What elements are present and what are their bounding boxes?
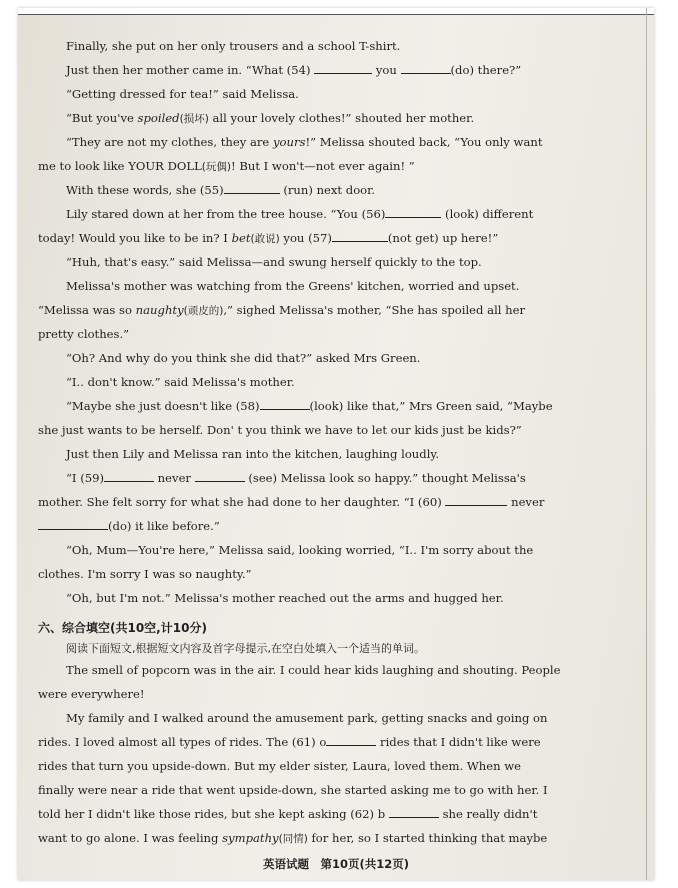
p2-line-q61: rides. I loved almost all types of rides. The (61) o rides that I didn't like were (38, 735, 541, 749)
blank-58[interactable] (260, 398, 310, 410)
line-q54: Just then her mother came in. “What (54) you (do) there?” (66, 63, 522, 77)
p2-line-5: rides that turn you upside-down. But my elder sister, Laura, loved them. When we (38, 759, 522, 773)
page-footer: 英语试题 第10页(共12页) (262, 857, 410, 871)
p2-line-3: My family and I walked around the amusement park, getting snacks and going on (66, 711, 548, 725)
line-15: “I.. don't know.” said Melissa's mother. (66, 375, 295, 389)
line-1: Finally, she put on her only trousers and a school T-shirt. (66, 39, 401, 53)
blank-55[interactable] (224, 182, 280, 194)
blank-60b[interactable] (38, 518, 108, 530)
p2-line-6: finally were near a ride that went upside-down, she started asking me to go with her. I (38, 783, 548, 797)
line-10: “Huh, that's easy.” said Melissa—and swung herself quickly to the top. (66, 255, 482, 269)
blank-54b[interactable] (401, 62, 451, 74)
line-23: clothes. I'm sorry I was so naughty.” (38, 567, 252, 581)
blank-56[interactable] (385, 206, 441, 218)
section-title: 六、综合填空(共10空,计10分) (38, 621, 207, 635)
line-14: “Oh? And why do you think she did that?” asked Mrs Green. (66, 351, 421, 365)
line-17: she just wants to be herself. Don' t you think we have to let our kids just be kids?” (38, 423, 522, 437)
line-22: “Oh, Mum—You're here,” Melissa said, looking worried, “I.. I'm sorry about the (66, 543, 534, 557)
section-instruction: 阅读下面短文,根据短文内容及首字母提示,在空白处填入一个适当的单词。 (66, 642, 425, 655)
p2-line-1: The smell of popcorn was in the air. I could hear kids laughing and shouting. People (66, 663, 561, 677)
line-18: Just then Lily and Melissa ran into the kitchen, laughing loudly. (66, 447, 440, 461)
line-13: pretty clothes.” (38, 327, 130, 341)
line-q60: mother. She felt sorry for what she had done to her daughter. “I (60) never (38, 495, 545, 509)
line-12: “Melissa was so naughty(顽皮的),” sighed Melissa's mother, “She has spoiled all her (38, 303, 526, 317)
line-q56: Lily stared down at her from the tree house. “You (56) (look) different (66, 207, 534, 221)
p2-line-q62: told her I didn't like those rides, but she kept asking (62) b she really didn't (38, 807, 538, 821)
p2-line-8: want to go alone. I was feeling sympathy(同情) for her, so I started thinking that maybe (38, 831, 548, 845)
blank-54a[interactable] (314, 62, 372, 74)
line-5: “They are not my clothes, they are yours!” Melissa shouted back, “You only want (66, 135, 543, 149)
line-3: “Getting dressed for tea!” said Melissa. (66, 87, 299, 101)
page-top-edge (18, 8, 654, 15)
line-q60-cont: (do) it like before.” (38, 518, 220, 534)
line-q58: “Maybe she just doesn't like (58) (look) like that,” Mrs Green said, “Maybe (66, 399, 553, 413)
line-6: me to look like YOUR DOLL(玩偶)! But I won't—not ever again! ” (38, 159, 415, 173)
margin-rule (646, 8, 647, 880)
blank-59b[interactable] (195, 470, 245, 482)
line-11: Melissa's mother was watching from the Greens' kitchen, worried and upset. (66, 279, 520, 293)
exam-page (18, 8, 654, 880)
blank-57[interactable] (332, 230, 388, 242)
blank-62[interactable] (389, 806, 439, 818)
p2-line-2: were everywhere! (38, 687, 145, 701)
line-q55: With these words, she (55) (run) next door. (66, 183, 376, 197)
line-4: “But you've spoiled(损坏) all your lovely clothes!” shouted her mother. (66, 111, 475, 125)
line-q57: today! Would you like to be in? I bet(敢说) you (57) (not get) up here!” (38, 231, 499, 245)
blank-60a[interactable] (445, 494, 507, 506)
line-24: “Oh, but I'm not.” Melissa's mother reached out the arms and hugged her. (66, 591, 504, 605)
blank-59a[interactable] (104, 470, 154, 482)
blank-61[interactable] (326, 734, 376, 746)
line-q59: “I (59) never (see) Melissa look so happy.” thought Melissa's (66, 471, 526, 485)
